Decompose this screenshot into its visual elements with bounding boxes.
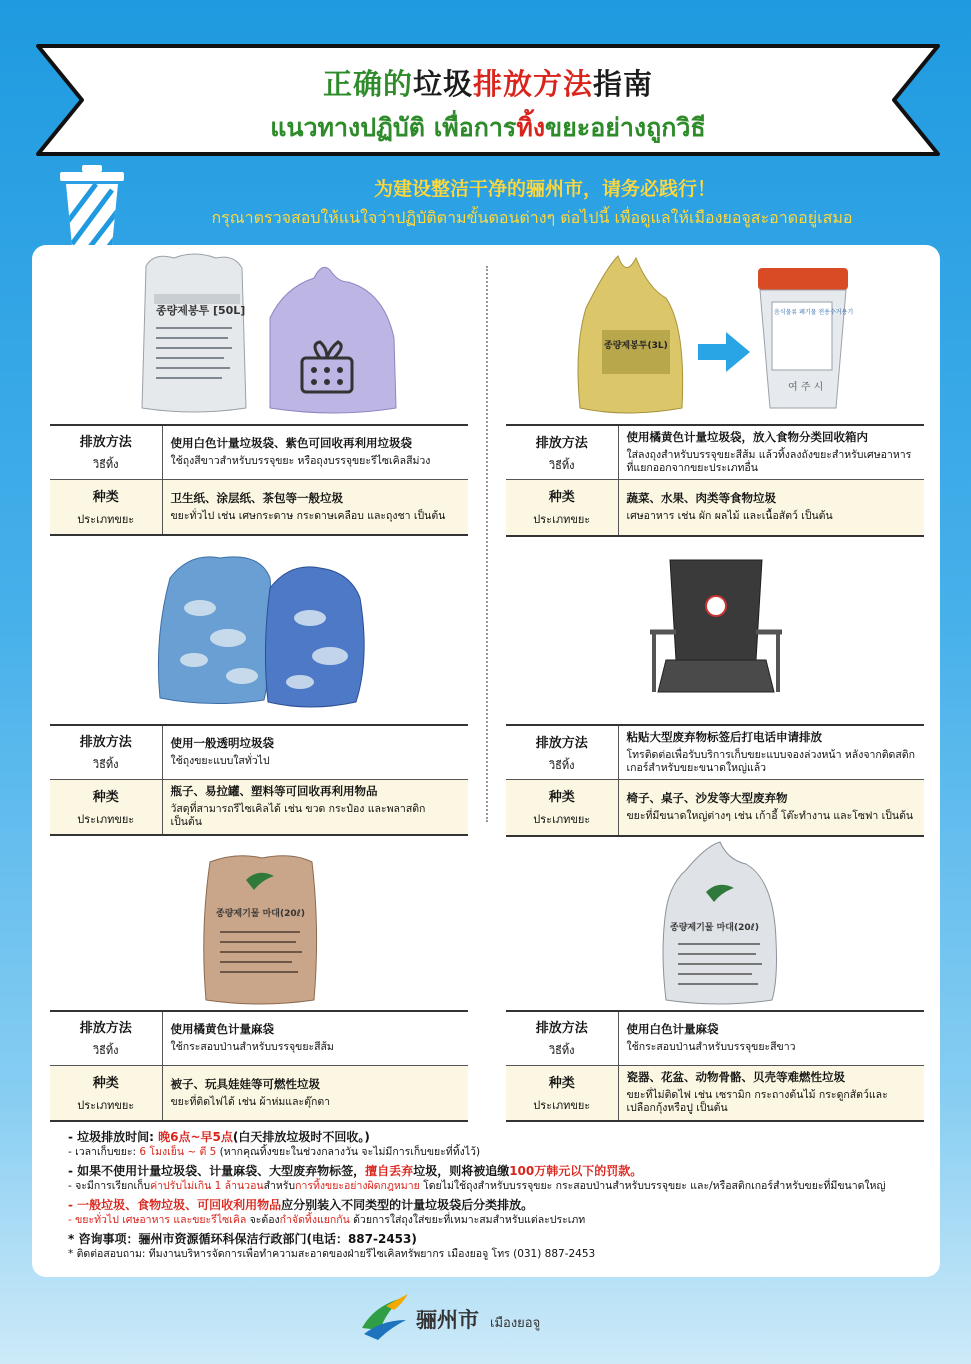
type-label-cn: 种类 [548,490,575,506]
method-text-th: โทรติดต่อเพื่อรับบริการเก็บขยะแบบจองล่วงหน้า หลังจากติดสติกเกอร์สำหรับขยะขนาดใหญ่แล้ว [626,749,915,774]
method-label-cn: 排放方法 [79,1021,132,1037]
general-waste-info [50,424,468,536]
notice-cn: 为建设整洁干净的骊州市，请务必践行！ [373,178,716,200]
note-fine: - 如果不使用计量垃圾袋、计量麻袋、大型废弃物标签，擅自丢弃垃圾，则将被追缴100万韩元以下的罚款。 - จะมีการเรียกเก็บค่าปรับไม่เกิน 1 ล้านวอนสำหรับการทิ้งขยะอย่างผิดกฎหมาย โดยไม่ใช้ถุงสำหรับบรรจุขยะ กระสอบป่านสำหรับบรรจุขยะ และ/หรือสติกเกอร์สำหรับขยะที่มีขนาดใหญ่ [68,1164,886,1192]
trash-bin-icon [56,162,128,248]
column-divider [486,266,488,822]
note-contact: * 咨询事项：骊州市资源循环科保洁行政部门(电话：887-2453) * ติดต่อสอบถาม: ทีมงานบริหารจัดการเพื่อทำความสะอาดของฝ่ายรีไซเคิลทรัพยากร เมืองยอจู โทร (031) 887-2453 [68,1232,596,1260]
title-banner [36,44,940,156]
general-waste-bags-photo [134,248,404,420]
method-label-th: วิธีทิ้ง [92,758,119,772]
type-text-th: ขยะที่มีขนาดใหญ่ต่างๆ เช่น เก้าอี้ โต๊ะทำงาน และโซฟา เป็นต้น [626,810,914,823]
section-noncombustible-waste [506,840,924,1128]
food-bag-label: 종량제봉투(3L) [604,341,668,351]
type-label-th: ประเภทขยะ [533,513,591,527]
section-general-waste [50,248,468,536]
method-label-cn: 排放方法 [535,735,588,751]
type-label-cn: 种类 [548,1075,575,1091]
orange-sack-photo [196,850,326,1008]
white-sack-label: 종량제기물 마대(20ℓ) [670,923,759,933]
method-label-cn: 排放方法 [535,435,588,451]
method-text-th: ใช้ถุงขยะแบบใสทั่วไป [170,755,270,768]
type-text-th: ขยะที่ไม่ติดไฟ เช่น เซรามิก กระถางต้นไม้ กระดูกสัตว์และเปลือกกุ้งหรือปู เป็นต้น [626,1089,888,1115]
type-text-cn: 椅子、桌子、沙发等大型废弃物 [626,791,788,806]
method-text-th: ใช้ถุงสีขาวสำหรับบรรจุขยะ หรือถุงบรรจุขยะรีไซเคิลสีม่วง [170,455,431,468]
logo-text-cn: 骊州市 [416,1308,479,1332]
orange-sack-label: 종량제기물 마대(20ℓ) [216,909,305,919]
type-text-cn: 被子、玩具娃娃等可燃性垃圾 [170,1076,320,1091]
notes-block [68,1130,928,1266]
arrow-right-icon [698,332,750,372]
type-label-cn: 种类 [92,789,119,805]
method-text-cn: 使用白色计量垃圾袋、紫色可回收再利用垃圾袋 [170,436,412,451]
method-label-cn: 排放方法 [79,735,132,751]
type-label-th: ประเภทขยะ [77,1098,135,1112]
method-text-th: ใช้กระสอบป่านสำหรับบรรจุขยะสีส้ม [170,1041,334,1054]
method-label-th: วิธีทิ้ง [92,1044,119,1058]
type-text-th: ขยะทั่วไป เช่น เศษกระดาษ กระดาษเคลือบ และถุงชา เป็นต้น [170,509,446,522]
type-label-cn: 种类 [92,489,119,505]
combustible-waste-info [50,1010,468,1122]
method-label-th: วิธีทิ้ง [548,758,575,772]
recyclables-info [50,724,468,836]
type-text-th: เศษอาหาร เช่น ผัก ผลไม้ และเนื้อสัตว์ เป็นต้น [626,510,833,523]
yeoju-city-logo [356,1290,616,1346]
method-label-th: วิธีทิ้ง [548,1044,575,1058]
method-label-th: วิธีทิ้ง [548,458,575,472]
type-text-cn: 瓶子、易拉罐、塑料等可回收再利用物品 [170,784,378,799]
noncombustible-waste-info [506,1010,924,1122]
section-bulky-waste [506,548,924,836]
type-label-th: ประเภทขยะ [77,812,135,826]
recyclables-bags-photo [150,548,390,718]
bag1-label: 종량제봉투 [50L] [156,304,246,317]
method-label-th: วิธีทิ้ง [92,458,119,472]
note-time: - 垃圾排放时间: 晚6点~早5点(白天排放垃圾时不回收。) - เวลาเก็บขยะ: 6 โมงเย็น ~ ตี 5 (หากคุณทิ้งขยะในช่วงกลางวัน จะไม่มีการเก็บขยะที่ทิ้งไว้) [68,1130,481,1158]
type-text-cn: 卫生纸、涂层纸、茶包等一般垃圾 [170,490,343,505]
bin-city-label: 여 주 시 [788,382,824,393]
method-text-th: ใส่ลงถุงสำหรับบรรจุขยะสีส้ม แล้วทิ้งลงถังขยะสำหรับเศษอาหารที่แยกออกจากขยะประเภทอื่น [626,449,912,474]
notice-th: กรุณาตรวจสอบให้แน่ใจว่าปฏิบัติตามขั้นตอนต่างๆ ต่อไปนี้ เพื่อดูแลให้เมืองยอจูสะอาดอยู่เสมอ [211,208,853,227]
method-text-cn: 使用一般透明垃圾袋 [170,736,274,751]
type-label-th: ประเภทขยะ [533,1098,591,1112]
type-text-cn: 瓷器、花盆、动物骨骼、贝壳等难燃性垃圾 [626,1070,845,1085]
method-text-th: ใช้กระสอบป่านสำหรับบรรจุขยะสีขาว [626,1041,796,1054]
section-combustible-waste [50,840,468,1128]
yeoju-logo-icon [356,1290,412,1346]
office-chair-photo [646,552,786,718]
food-waste-photo [566,248,866,420]
type-text-cn: 蔬菜、水果、肉类等食物垃圾 [626,491,776,506]
method-label-cn: 排放方法 [79,435,132,451]
method-text-cn: 使用白色计量麻袋 [626,1022,719,1037]
type-label-cn: 种类 [92,1075,119,1091]
type-text-th: วัสดุที่สามารถรีไซเคิลได้ เช่น ขวด กระป๋อง และพลาสติก เป็นต้น [170,803,426,829]
white-sack-photo [656,840,786,1008]
type-text-th: ขยะที่ติดไฟได้ เช่น ผ้าห่มและตุ๊กตา [170,1095,331,1108]
note-separate: - 一般垃圾、食物垃圾、可回收利用物品应分别装入不同类型的计量垃圾袋后分类排放。 - ขยะทั่วไป เศษอาหาร และขยะรีไซเคิล จะต้องกำจัดทิ้งแยกกัน ด้วยการใส่ถุงใส่ขยะที่เหมาะสมสำหรับแต่ละประเภท [68,1198,586,1226]
type-label-th: ประเภทขยะ [77,512,135,526]
type-label-th: ประเภทขยะ [533,813,591,827]
section-food-waste [506,248,924,536]
method-label-cn: 排放方法 [535,1021,588,1037]
type-label-cn: 种类 [548,790,575,806]
banner-title-cn: 正确的垃圾排放方法指南 [322,67,654,101]
logo-text-th: เมืองยอจู [490,1316,541,1331]
method-text-cn: 使用橘黄色计量垃圾袋，放入食物分类回收箱内 [626,430,868,444]
food-waste-info [506,424,924,537]
method-text-cn: 粘贴大型废弃物标签后打电话申请排放 [626,730,822,744]
section-recyclables [50,548,468,836]
banner-title-th: แนวทางปฏิบัติ เพื่อการทิ้งขยะอย่างถูกวิธี [270,113,706,142]
bin-label: 음식물류 폐기물 전용수거용기 [774,309,854,316]
method-text-cn: 使用橘黄色计量麻袋 [170,1022,274,1037]
bulky-waste-info [506,724,924,837]
